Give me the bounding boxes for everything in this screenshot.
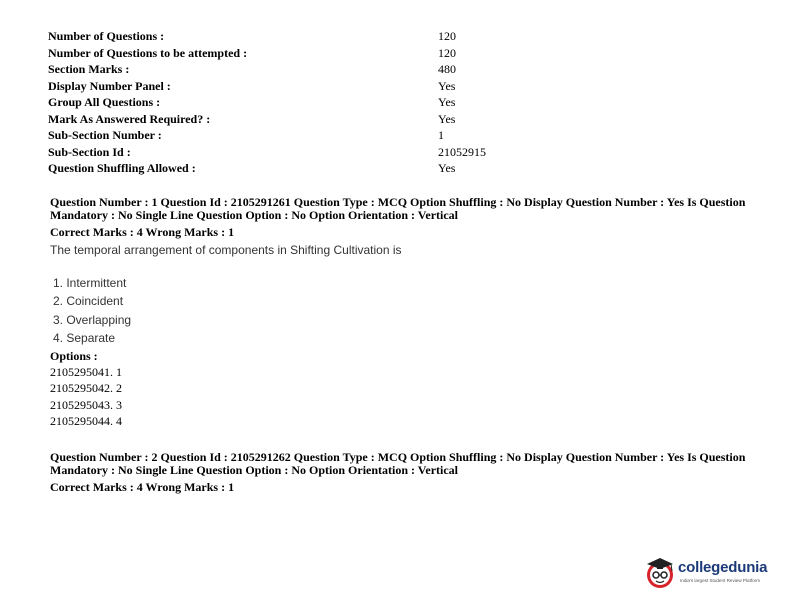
option-id: 2105295041. 1 xyxy=(50,365,122,380)
mascot-icon xyxy=(644,553,680,591)
info-label: Sub-Section Id : xyxy=(48,144,131,159)
question-header-line: Mandatory : No Single Line Question Option : No Option Orientation : Vertical xyxy=(50,463,459,477)
info-label: Group All Questions : xyxy=(48,95,161,109)
question-text: The temporal arrangement of components in Shifting Cultivation is xyxy=(50,243,402,257)
option-id: 2105295044. 4 xyxy=(50,414,122,429)
option-id: 2105295042. 2 xyxy=(50,381,122,396)
section-info xyxy=(48,28,548,177)
answer-option: 4. Separate xyxy=(53,330,116,345)
info-value: Yes xyxy=(438,161,456,175)
collegedunia-logo xyxy=(644,553,774,591)
info-row-subsection-id xyxy=(48,144,548,161)
info-row-number-panel xyxy=(48,78,548,95)
info-value: Yes xyxy=(438,111,456,126)
question-header-line: Question Number : 1 Question Id : 2105291261 Question Type : MCQ Option Shuffling : No Display Question Number : Yes Is Question xyxy=(50,195,746,209)
info-value: 21052915 xyxy=(438,144,486,159)
info-label: Display Number Panel : xyxy=(48,78,171,93)
info-label: Number of Questions : xyxy=(48,29,165,43)
answer-options xyxy=(53,274,760,347)
info-row-group-all xyxy=(48,94,548,111)
answer-option: 3. Overlapping xyxy=(53,312,132,327)
info-value: 120 xyxy=(438,29,456,43)
question-marks: Correct Marks : 4 Wrong Marks : 1 xyxy=(50,225,235,239)
info-label: Number of Questions to be attempted : xyxy=(48,45,248,60)
info-label: Question Shuffling Allowed : xyxy=(48,161,196,175)
info-row-questions xyxy=(48,28,548,45)
question-1 xyxy=(50,196,760,429)
question-header xyxy=(50,451,760,477)
info-label: Mark As Answered Required? : xyxy=(48,111,211,126)
info-value: Yes xyxy=(438,78,456,93)
info-row-attempted xyxy=(48,45,548,62)
question-header-line: Question Number : 2 Question Id : 2105291262 Question Type : MCQ Option Shuffling : No Display Question Number : Yes Is Question xyxy=(50,450,746,464)
info-value: 480 xyxy=(438,62,456,76)
info-row-shuffling xyxy=(48,160,548,177)
info-row-subsection-number xyxy=(48,127,548,144)
info-row-mark-answered xyxy=(48,111,548,128)
info-label: Sub-Section Number : xyxy=(48,128,162,142)
info-value: 120 xyxy=(438,45,456,60)
answer-option: 1. Intermittent xyxy=(53,276,127,290)
logo-wordmark: collegedunia xyxy=(678,559,768,576)
option-id-list xyxy=(50,364,760,429)
options-label: Options : xyxy=(50,349,98,364)
question-marks: Correct Marks : 4 Wrong Marks : 1 xyxy=(50,480,235,494)
info-value: Yes xyxy=(438,95,456,109)
info-row-section-marks xyxy=(48,61,548,78)
question-header-line: Mandatory : No Single Line Question Option : No Option Orientation : Vertical xyxy=(50,208,459,222)
question-2 xyxy=(50,451,760,494)
question-header xyxy=(50,196,760,222)
answer-option: 2. Coincident xyxy=(53,294,124,309)
option-id: 2105295043. 3 xyxy=(50,397,122,412)
info-value: 1 xyxy=(438,128,444,142)
info-label: Section Marks : xyxy=(48,62,130,76)
logo-tagline: India's largest Student Review Platform xyxy=(680,578,761,583)
